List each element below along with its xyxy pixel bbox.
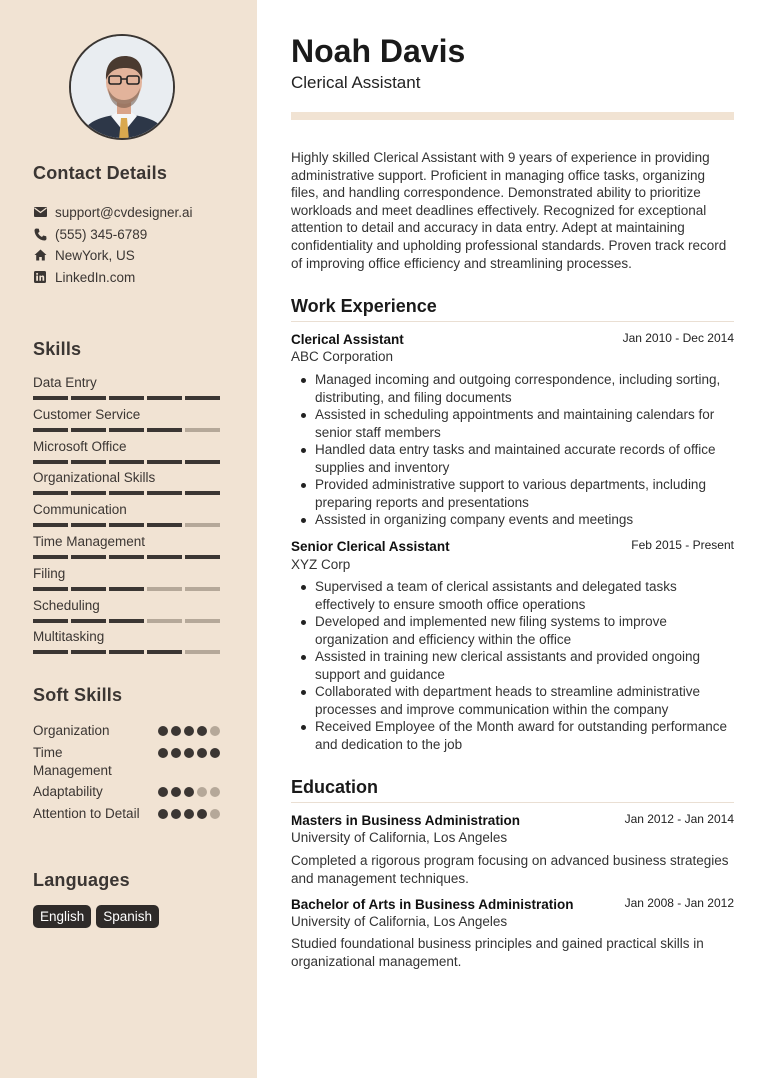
list-item: Managed incoming and outgoing correspondence, including sorting, distributing, and filing documents (315, 371, 735, 406)
skill-level-segment (109, 619, 144, 623)
rating-dot (171, 809, 181, 819)
rating-dot (171, 748, 181, 758)
contact-location (33, 245, 135, 265)
rating-dot (184, 726, 194, 736)
skill-name: Communication (33, 502, 127, 518)
contact-location-text: NewYork, US (55, 247, 135, 263)
skill-name: Organizational Skills (33, 470, 156, 486)
skill-item (33, 534, 223, 559)
list-item: Collaborated with department heads to streamline administrative processes and improve communication within the company (315, 683, 735, 718)
candidate-role: Clerical Assistant (291, 73, 421, 92)
rating-dot (171, 726, 181, 736)
contact-phone[interactable] (33, 224, 147, 244)
rating-dot (184, 809, 194, 819)
degree-dates: Jan 2012 - Jan 2014 (624, 812, 734, 826)
job-title: Clerical Assistant (291, 332, 404, 347)
soft-skill-item (33, 744, 223, 780)
degree-description: Completed a rigorous program focusing on advanced business strategies and management techniques. (291, 853, 729, 886)
skill-name: Customer Service (33, 406, 141, 422)
profile-photo (69, 34, 175, 140)
skill-level-segment (147, 650, 182, 654)
rating-dot (158, 748, 168, 758)
skill-level-segment (71, 460, 106, 464)
soft-skill-rating (158, 726, 220, 736)
skill-level-segment (33, 523, 68, 527)
soft-skill-item (33, 722, 223, 740)
skill-level-segment (71, 396, 106, 400)
skill-level-segment (33, 619, 68, 623)
list-item: Received Employee of the Month award for outstanding performance and dedication to the job (315, 718, 735, 753)
skill-level-bar (33, 619, 223, 623)
list-item: Supervised a team of clerical assistants and delegated tasks effectively to ensure smooth office operations (315, 578, 735, 613)
contact-heading: Contact Details (33, 163, 168, 183)
degree-title: Masters in Business Administration (291, 813, 521, 828)
skill-level-segment (109, 555, 144, 559)
skill-level-segment (33, 491, 68, 495)
soft-skill-name: Organization (33, 723, 110, 738)
skill-level-bar (33, 523, 223, 527)
skill-level-bar (33, 555, 223, 559)
skill-item (33, 566, 223, 591)
rating-dot (197, 787, 207, 797)
rating-dot (210, 787, 220, 797)
rating-dot (171, 787, 181, 797)
skill-item (33, 439, 223, 464)
job-company: XYZ Corp (291, 557, 351, 572)
job-bullets (315, 578, 735, 753)
profile-summary: Highly skilled Clerical Assistant with 9 years of experience in providing administrative support. Proficient in managing office tasks, organizing files, and handling correspondence. Demonstrated ability to prioritize workloads and meet deadlines effectively. Recognized for exceptional attention to detail and accuracy in data entry. Adept at maintaining confidentiality and upholding professional standards. Proven track record of improving office efficiency and streamlining processes. (291, 150, 727, 271)
skill-item (33, 375, 223, 400)
education-heading: Education (291, 777, 379, 797)
skill-level-segment (185, 650, 220, 654)
skill-level-segment (185, 523, 220, 527)
section-divider (291, 321, 734, 322)
skill-level-segment (147, 428, 182, 432)
soft-skill-rating (158, 787, 220, 797)
languages-heading: Languages (33, 870, 130, 890)
soft-skill-name: Attention to Detail (33, 806, 140, 821)
skill-level-segment (185, 587, 220, 591)
skill-level-segment (147, 396, 182, 400)
skill-item (33, 470, 223, 495)
skill-level-segment (109, 396, 144, 400)
contact-email-text: support@cvdesigner.ai (55, 204, 193, 220)
skill-level-segment (109, 460, 144, 464)
rating-dot (158, 726, 168, 736)
list-item: Assisted in scheduling appointments and maintaining calendars for senior staff members (315, 406, 735, 441)
skill-level-segment (109, 491, 144, 495)
section-divider (291, 802, 734, 803)
soft-skill-rating (158, 748, 220, 758)
languages-list (33, 905, 159, 928)
language-badge: English (33, 905, 91, 928)
skill-name: Microsoft Office (33, 438, 127, 454)
skill-name: Data Entry (33, 375, 97, 390)
school-name: University of California, Los Angeles (291, 830, 508, 845)
person-portrait-icon (71, 36, 175, 140)
skill-level-segment (33, 555, 68, 559)
skill-name: Filing (33, 565, 66, 581)
skill-level-segment (109, 523, 144, 527)
skill-level-bar (33, 587, 223, 591)
soft-skill-rating (158, 809, 220, 819)
candidate-name: Noah Davis (291, 33, 466, 69)
rating-dot (158, 809, 168, 819)
contact-linkedin[interactable] (33, 267, 135, 287)
skill-level-bar (33, 460, 223, 464)
soft-skill-item (33, 805, 223, 823)
list-item: Handled data entry tasks and maintained accurate records of office supplies and inventory (315, 441, 735, 476)
list-item: Provided administrative support to various departments, including preparing reports and presentations (315, 476, 735, 511)
contact-linkedin-text: LinkedIn.com (55, 269, 136, 285)
contact-email[interactable] (33, 202, 193, 222)
skill-level-segment (185, 396, 220, 400)
rating-dot (184, 748, 194, 758)
skill-name: Time Management (33, 534, 146, 549)
soft-skills-heading: Soft Skills (33, 685, 123, 705)
skill-level-segment (33, 428, 68, 432)
skill-level-segment (185, 460, 220, 464)
degree-description: Studied foundational business principles and gained practical skills in organizational management. (291, 936, 704, 969)
skill-level-segment (109, 650, 144, 654)
skills-heading: Skills (33, 339, 82, 359)
skill-level-segment (33, 650, 68, 654)
job-dates: Jan 2010 - Dec 2014 (622, 331, 734, 345)
skill-level-segment (109, 428, 144, 432)
skill-item (33, 598, 223, 623)
list-item: Developed and implemented new filing systems to improve organization and efficiency within the office (315, 613, 735, 648)
list-item: Assisted in organizing company events and meetings (315, 511, 735, 529)
skill-level-bar (33, 491, 223, 495)
skill-level-segment (185, 555, 220, 559)
skill-level-segment (33, 460, 68, 464)
school-name: University of California, Los Angeles (291, 914, 508, 929)
work-experience-heading: Work Experience (291, 296, 437, 316)
rating-dot (197, 809, 207, 819)
header-accent-bar (291, 112, 734, 120)
skill-level-segment (71, 587, 106, 591)
rating-dot (184, 787, 194, 797)
skill-level-segment (71, 619, 106, 623)
sidebar (0, 0, 257, 1078)
skill-level-segment (147, 460, 182, 464)
soft-skill-name: Adaptability (33, 784, 103, 799)
job-bullets (315, 371, 735, 529)
language-badge: Spanish (96, 905, 159, 928)
skill-level-segment (147, 523, 182, 527)
skill-level-segment (147, 555, 182, 559)
skill-level-segment (147, 491, 182, 495)
rating-dot (210, 748, 220, 758)
skill-level-segment (109, 587, 144, 591)
skill-level-segment (185, 619, 220, 623)
linkedin-icon (33, 270, 47, 284)
envelope-icon (33, 205, 47, 219)
skill-level-segment (185, 491, 220, 495)
soft-skill-item (33, 783, 223, 801)
skill-item (33, 502, 223, 527)
skill-level-segment (71, 523, 106, 527)
skill-level-bar (33, 428, 223, 432)
skill-level-bar (33, 396, 223, 400)
skill-name: Scheduling (33, 597, 100, 613)
job-company: ABC Corporation (291, 349, 394, 364)
rating-dot (197, 748, 207, 758)
skill-level-segment (147, 587, 182, 591)
skill-level-segment (71, 650, 106, 654)
rating-dot (197, 726, 207, 736)
skill-item (33, 629, 223, 654)
phone-icon (33, 227, 47, 241)
skill-level-bar (33, 650, 223, 654)
rating-dot (210, 809, 220, 819)
job-title: Senior Clerical Assistant (291, 539, 450, 554)
job-dates: Feb 2015 - Present (631, 538, 734, 552)
skill-item (33, 407, 223, 432)
skill-level-segment (185, 428, 220, 432)
rating-dot (158, 787, 168, 797)
degree-title: Bachelor of Arts in Business Administration (291, 897, 574, 912)
skill-level-segment (147, 619, 182, 623)
skill-level-segment (33, 587, 68, 591)
skill-level-segment (71, 491, 106, 495)
contact-phone-text: (555) 345-6789 (55, 226, 148, 242)
soft-skill-name: Time Management (33, 745, 112, 778)
skill-level-segment (33, 396, 68, 400)
skill-name: Multitasking (33, 629, 105, 645)
list-item: Assisted in training new clerical assistants and provided ongoing support and guidance (315, 648, 735, 683)
skill-level-segment (71, 428, 106, 432)
home-icon (33, 248, 47, 262)
skill-level-segment (71, 555, 106, 559)
rating-dot (210, 726, 220, 736)
degree-dates: Jan 2008 - Jan 2012 (624, 896, 734, 910)
